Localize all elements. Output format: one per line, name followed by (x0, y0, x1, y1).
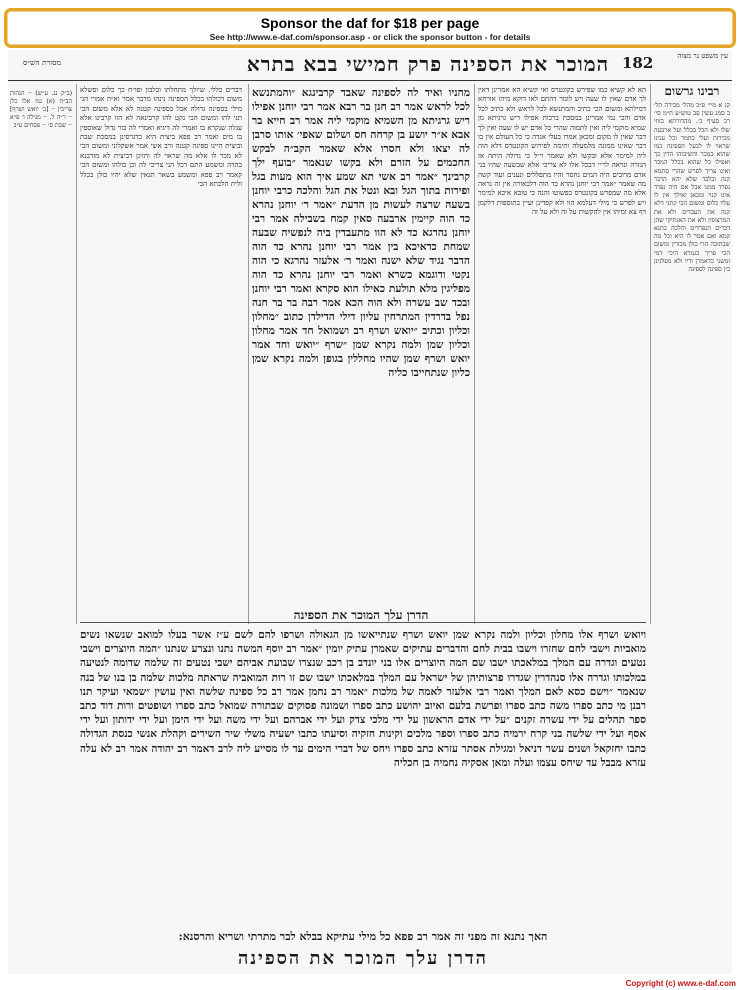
header-divider (8, 80, 732, 81)
column-divider (76, 84, 77, 624)
rashbam-commentary: דברים כללי. שיולך מתחלתו ובלבון ופו״ח כך כלום וסשלא משום דכולהו בכלל הספינה נינהו מדבר אמר וא״ח אמרי הני מילי בספינה גדולה אבל בספינה קטנה לא אלא משום הכי תני להו ומשום הכי נקט להו קרבינאה לא הוו קרבינו אלא עגלה שנקרא בו ואמרי לה דיגיא ואמרי לה בור גדול שאוספין בו מים ואמר רב פפא ביצית היא כדגרסינן במסכת שבת וביצית היינו ספינה קטנה ורב אשי אמר אשקלוני ומשום הכי לא מכר לו אלא מה שראוי לה וחזינן דביצית לא מזדבנא בהדה ומשמע התם דכל הני צריכי לה וכן כולהו ומשום הכי קאמר רב פפא ומשמע בשאר תנאין שלא יהיו כולן בכלל ולית הלכתא הכי (80, 86, 242, 189)
masoret-heading: מסורת הש״ס (22, 58, 61, 67)
hadran-closing: הדרן עלך המוכר את הספינה (237, 948, 489, 969)
page-number: 182 (622, 54, 654, 72)
talmud-page (8, 50, 732, 974)
tosafot-commentary: הא לא קשיא כמו שפירש בקונטרס ואי קשיא הא אמרינן דאין לך אדם שאין לו שעה ויש לומר דהתם לאו דוקא מיהו אורחא דמילתא ומשום הכי כתיב והמתנשא לכל לראש ולא כתיב לכל אדם והכי נמי אמרינן במסכת ברכות אפילו ריש גרגיתא מן שמיא מוקמי ליה ואין לתמוה שהרי כל אדם יש לו שעה ואין לך דבר שאין לו מקום ומכאן אמרו בעלי אגדה כי כל העולם אין בו דבר שאינו ממונה מלמעלה ותימה לפירוש הקונטרס דלא הוה ליה למימר אלא ובקשו ולא שאמר וי״ל כי גדולה היתה אז הגזרה ונראה לר״י דבכל אלו לא צריכי אלא שבשעה שהיו בני אדם מרובים היה המים נחסר והיו מתפללים ונענים ועוד קשה מה שאמר ״אמר רבי יוחנן נהרא כד הוה דלכאורה אין זה נראה אלא מה שמפרש בקונטרס כפשוטו והנה כי טובא איכא למימר ויש לפרש כי מילי דעלמא הוו ולא קפדינן ועיין בתוספות דלקמן דף צא ומיהו אין להקשות על זה ולא על זה (478, 86, 646, 217)
rabbeinu-text: קנ א מיי׳ פ״כ מהל׳ מכירה הל׳ ב סמג עשין פב טוש״ע ח״מ סי׳ רכ סעיף ב׳. מהדורתא בזוזי שלו ולא הכל בכלל ועל ארבעה מכירות ועלי כחמר וכל ענינו שראוי לו לבעל הספינה כמו שהוא במכר והשיבוהו הדין כך ואפילו כל שהוא בכלל המכר ואינו צריך לפרש שהרי סתמא קנה ובלבד שלא יהא הדבר נפרד ממנו אבל אם היה נפרד אינו קנוי ומכאן ואילך אין לו עליו כלום ומשום הכי קתני דלא קנה את העבדים ולא את המרצופין ולא את האנתיקי שהן דברים הנפרדים והלכה כתנא קמא ואם אמר לו היא וכל מה שבתוכה הרי כולן מכורין ומשום הכי פריך בגמרא היכי דמי ומשני כדאמרן ודיו ולא מפלגינן בין ספינה לספינה (654, 102, 730, 274)
section-divider (80, 622, 646, 623)
rabbeinu-column (654, 84, 730, 954)
sponsor-subtitle: See http://www.e-daf.com/sponsor.asp - or click the sponsor button - for details (209, 32, 531, 42)
sponsor-title: Sponsor the daf for $18 per page (260, 15, 480, 31)
masoret-column: (ב״ק נג. ע״ש) ·· הגהות הב״ח (א) גמ׳ אלו כלן צריכין ·· [ב׳ יואש ושרף] ·· ר״ה ל. ·· מגילה ו׳ פ״א ·· שבת ס׳ ·· פסחים ע״ב (10, 90, 72, 129)
column-divider (248, 84, 249, 624)
closing-line: האך נתנא זה מפני זה אמר רב פפא כל מילי עתיקא בבלא לבר מתרתי ושריא והרסנא: (178, 930, 548, 943)
column-divider (650, 84, 651, 624)
rabbeinu-label: רבינו גרשום (664, 84, 720, 98)
copyright-link[interactable]: Copyright (c) www.e-daf.com (625, 979, 736, 988)
page-title: המוכר את הספינה פרק חמישי בבא בתרא (246, 52, 610, 76)
column-divider (474, 84, 475, 624)
hadran-inline: הדרן עלך המוכר את הספינה (293, 608, 429, 622)
ein-mishpat-heading: עין משפט נר מצוה (677, 52, 728, 60)
gemara-lower-text: ויואש ושרף אלו מחלון וכליון ולמה נקרא שמן יואש ושרף שנתייאשו מן הגאולה ושרפו להם לשם ע״ז אשר בעלו למואב שנשאו נשים מואביות וישבי לחם שחזרו וישבו בבית לחם והדברים עתיקים שאמרן עתיק יומין ״אמר רב יוסף המשה נתנו ונצרע שנתנו ״המה היוצרים וישבי נטעים וגדרה עם המלך במלאכתו ישבו שם המה היוצרים אלו בני יונדב בן רכב שנצרו שבועת אביהם ישבי נטעים זה שלמה שדומה לנטיעה במלכותו וגדרה אלו סנהדרין שגדרו פרצותיהן של ישראל עם המלך במלאכתו ישבו שם זו רות המואביה שראתה מלכות שלמה בן בנו של בנה שנאמר ״וישם כסא לאם המלך ואמר רבי אלעזר לאמה של מלכות ״אמר רב נחמן אמר רב כל ספינה שלשה ואין עושין ״שמאי ועיקר תנו רבנן מי כתב ספרו משה כתב ספרו ופרשת בלעם ואיוב יהושע כתב ספרו ושמונה פסוקים שבתורה שמואל כתב ספרו ושופטים ורות דוד כתב ספר תהלים על ידי עשרה זקנים ״על ידי אדם הראשון על ידי מלכי צדק ועל ידי אברהם ועל ידי משה ועל ידי הימן ועל ידי ידותון ועל ידי אסף ועל ידי שלשה בני קרח ירמיה כתב ספרו וספר מלכים וקינות חזקיה וסיעתו כתבו ישעיה משלי שיר השירים וקהלת אנשי כנסת הגדולה כתבו יחזקאל ושנים עשר דניאל ומגילת אסתר עזרא כתב ספרו ויחס של דברי הימים עד לו מסייע ליה לרב דאמר רב יהודה אמר רב לא עלה עזרא מבבל עד שיחס עצמו ועלה ומאן אסקיה נחמיה בן חכליה (80, 629, 646, 769)
sponsor-banner[interactable] (4, 8, 736, 48)
gemara-text: מהניו ואיד לה לספינה שאבד קרבינגא ״והמתנשא לכל לראש אמר רב חנן בר רבא אמר רבי יוחנן אפילו ריש גרגיתא מן השמיא מוקמי ליה אמר רב חייא בר אבא א״ר יושע בן קרחה חס ושלום שאפי׳ אותו סרבן לה יצאו ולא חסרו אלא שאמר הקב״ה לבקש החכמים על הזרם ולא בקשו שנאמר ״בועף ילך קרבינך ״אמר רב אשי תא שמע איך הוא מעות בגל ופירות בתוך הגל ובא ונטל את הגל והלכה כרבי יוחנן בשעה שרצה לעשות מן הדעת ״אמר ר׳ יוחנן נהרא כד הוה קיימין ארבעה סאין קמח בשבילה אמר רבי יוחנן נהרגא כד לא הוו מתעבדין ביה לנפשיה שבעה שמחת כדאיכא בין אמר רבי יוחנן נהרא כד הוה הדבר נגיד שלא ישנה ואמר ר׳ אלעזר נהרגא כי הוה נקטי ודוגמא כשרא ואמר רבי יוחנן נהרא כד הוה מפליגין מלא תולעת כאילו הוא סקרא ואמר רבי יוחנן ובכד שב עשרה ולא הוה הכא אמר רבה בר בר חנה נפל בדרדין המתרחין עליון דילי הדילדן כתוב ״מחלון וכליון וכתיב ״יואש ושרף רב ושמואל חד אמר מחלון וכליון שמן ולמה נקרא שמן ״שרף ״יואש וחד אמר יואש ושרף שמן שהיו מחללין בגופן ולמה נקרא שמן כליון שנתחייבו כליה (252, 87, 470, 379)
page-header (8, 52, 732, 82)
